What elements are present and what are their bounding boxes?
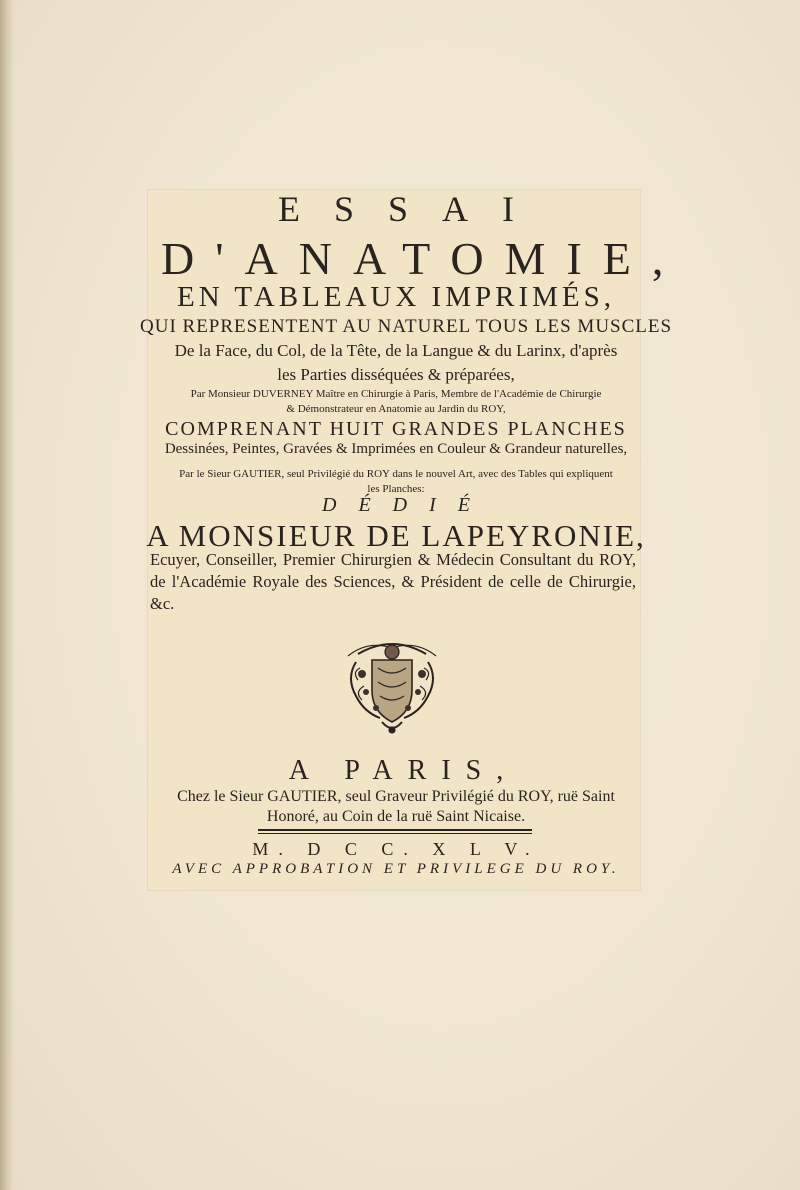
dedicatee-titles: Ecuyer, Conseiller, Premier Chirurgien & Médecin Consultant du ROY, de l'Académie Royale des Sciences, & Président de celle de Chirurgie, &c. <box>150 550 636 613</box>
subtitle-tableaux: EN TABLEAUX IMPRIMÉS, <box>176 281 616 313</box>
author-line-2: & Démonstrateur en Anatomie au Jardin du ROY, <box>286 403 506 415</box>
page-binding-edge <box>0 0 14 1190</box>
description-muscles: QUI REPRESENTENT AU NATUREL TOUS LES MUSCLES <box>140 316 673 337</box>
comprenant-heading: COMPRENANT HUIT GRANDES PLANCHES <box>165 418 627 440</box>
description-parties: les Parties disséquées & préparées, <box>277 365 515 384</box>
imprint-city: A PARIS, <box>288 755 519 786</box>
title-essai: ESSAI <box>277 189 549 229</box>
dedicatee-name: A MONSIEUR DE LAPEYRONIE, <box>146 518 646 553</box>
imprint-rule-thin <box>258 833 532 834</box>
engraver-line-1: Par le Sieur GAUTIER, seul Privilégié du ROY dans le nouvel Art, avec des Tables qui expliquent <box>179 468 613 480</box>
engraver-line-2: les Planches: <box>367 483 425 495</box>
plates-description: Dessinées, Peintes, Gravées & Imprimées en Couleur & Grandeur naturelles, <box>164 441 628 457</box>
imprint-rule <box>258 829 532 831</box>
imprint-address-1: Chez le Sieur GAUTIER, seul Graveur Privilégié du ROY, ruë Saint <box>177 788 615 805</box>
description-face: De la Face, du Col, de la Tête, de la Langue & du Larinx, d'après <box>174 341 618 360</box>
publication-date: M. D C C. X L V. <box>252 839 540 859</box>
dedie-heading: DÉDIÉ <box>322 494 492 516</box>
imprint-address-2: Honoré, au Coin de la ruë Saint Nicaise. <box>266 808 526 825</box>
author-line-1: Par Monsieur DUVERNEY Maître en Chirurgie à Paris, Membre de l'Académie de Chirurgie <box>190 388 602 400</box>
royal-arms-vignette-icon <box>338 638 446 736</box>
title-anatomie: D'ANATOMIE, <box>161 233 685 284</box>
privilege-line: AVEC APPROBATION ET PRIVILEGE DU ROY. <box>172 861 620 877</box>
